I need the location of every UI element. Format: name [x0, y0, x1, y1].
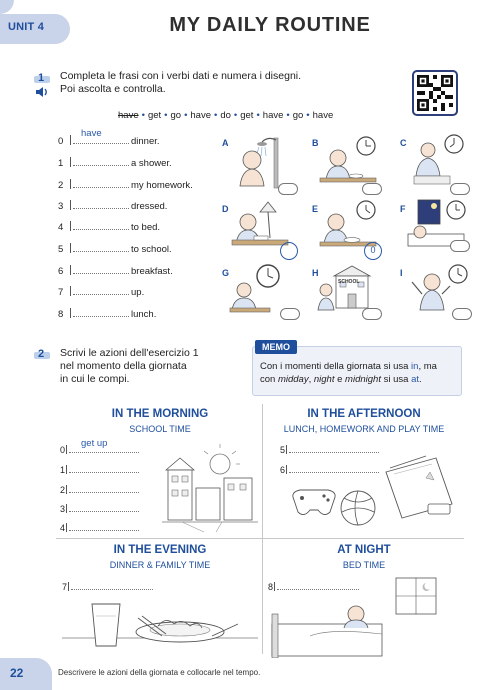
- answer-field[interactable]: [73, 199, 129, 209]
- word-bank-item: have: [262, 110, 284, 121]
- answer-field[interactable]: [73, 285, 129, 295]
- section-subtitle-afternoon: LUNCH, HOMEWORK AND PLAY TIME: [283, 424, 445, 434]
- sentence-text: lunch.: [131, 309, 157, 320]
- memo-tag: MEMO: [255, 340, 297, 354]
- picture-answer-circle[interactable]: [280, 242, 298, 260]
- sentence-text: to school.: [131, 244, 172, 255]
- memo-text-part: con: [260, 374, 278, 385]
- shower-illustration: [228, 134, 292, 190]
- sentence-text: a shower.: [131, 158, 172, 169]
- memo-text-part: Con i momenti della giornata si usa: [260, 361, 412, 372]
- morning-line: [60, 522, 139, 533]
- sentence-row: [58, 220, 160, 234]
- footer-objective: Descrivere le azioni della giornata e collocarle nel tempo.: [58, 668, 261, 677]
- word-bank-item: have: [190, 110, 211, 121]
- page-number: 22: [10, 666, 24, 680]
- sentence-text: to bed.: [131, 222, 161, 233]
- word-bank-item: go: [170, 110, 182, 121]
- sentence-row: [58, 307, 156, 321]
- bedroom-illustration: [270, 574, 462, 658]
- page-title: MY DAILY ROUTINE: [169, 14, 371, 36]
- section-title-night: AT NIGHT: [337, 544, 391, 556]
- morning-line: [60, 438, 139, 455]
- exercise-2-instruction-line3: in cui le compi.: [60, 373, 130, 385]
- sentence-row: [58, 242, 172, 256]
- line-number: 6: [280, 465, 286, 475]
- breakfast-illustration: [316, 134, 380, 190]
- exercise-1-instruction-line1: Completa le frasi con i verbi dati e numera i disegni.: [60, 70, 302, 82]
- answer-text: have: [81, 128, 102, 139]
- sentence-number: 4: [58, 222, 64, 233]
- sentence-row: [58, 178, 193, 192]
- memo-keyword: midday: [277, 374, 309, 385]
- exercise-2-instruction-line2: nel momento della giornata: [60, 360, 187, 372]
- word-bank-item: have: [118, 110, 139, 121]
- picture-answer-oval[interactable]: [450, 183, 470, 195]
- line-number: 3: [60, 504, 66, 514]
- answer-field[interactable]: [69, 484, 139, 493]
- exercise-2-number: 2: [38, 348, 45, 360]
- picture-label: B: [312, 138, 319, 148]
- answer-field[interactable]: [69, 503, 139, 512]
- answer-field[interactable]: [69, 438, 139, 453]
- memo-text-part: .: [419, 374, 422, 385]
- memo-keyword: night: [313, 374, 335, 385]
- picture-label: E: [312, 204, 319, 214]
- town-illustration: [162, 440, 258, 534]
- answer-field[interactable]: [71, 581, 153, 590]
- sentence-number: 8: [58, 309, 64, 320]
- line-number: 7: [62, 582, 68, 592]
- dinner-table-illustration: [62, 596, 258, 656]
- picture-answer-circle[interactable]: 0: [364, 242, 382, 260]
- line-number: 5: [280, 445, 286, 455]
- sentence-row: [58, 128, 160, 148]
- sentence-row: [58, 264, 173, 278]
- section-subtitle-morning: SCHOOL TIME: [129, 424, 191, 434]
- answer-field[interactable]: [73, 156, 129, 166]
- picture-answer-oval[interactable]: [362, 183, 382, 195]
- word-bank-item: get: [240, 110, 254, 121]
- sentence-number: 1: [58, 158, 64, 169]
- picture-label: F: [400, 204, 406, 214]
- section-subtitle-evening: DINNER & FAMILY TIME: [109, 560, 211, 570]
- footer-tab: [0, 658, 52, 690]
- sentence-number: 6: [58, 266, 64, 277]
- sentence-number: 3: [58, 201, 64, 212]
- morning-line: [60, 503, 139, 514]
- word-bank-item: have: [312, 110, 334, 121]
- sentence-row: [58, 199, 167, 213]
- sentence-number: 7: [58, 287, 64, 298]
- answer-field[interactable]: [73, 307, 129, 317]
- section-title-afternoon: IN THE AFTERNOON: [307, 408, 421, 420]
- memo-keyword: at: [411, 374, 420, 385]
- line-number: 1: [60, 465, 66, 475]
- exercise-1-instruction-line2: Poi ascolta e controlla.: [60, 83, 166, 95]
- memo-keyword: midnight: [345, 374, 381, 385]
- morning-line: [60, 484, 139, 495]
- line-number: 4: [60, 523, 66, 533]
- memo-text: [260, 360, 458, 386]
- sentence-text: dressed.: [131, 201, 168, 212]
- memo-text-part: , ma: [418, 361, 437, 372]
- picture-answer-oval[interactable]: [278, 183, 298, 195]
- word-bank: have • get • go • have • do • get • have • go • have: [118, 110, 334, 121]
- answer-field[interactable]: [69, 464, 139, 473]
- exercise-2-instruction-line1: Scrivi le azioni dell'esercizio 1: [60, 347, 199, 359]
- qr-code-icon: [417, 75, 453, 111]
- picture-answer-oval[interactable]: [450, 240, 470, 252]
- evening-line: [62, 581, 153, 592]
- section-divider-vertical: [262, 404, 263, 654]
- answer-field[interactable]: [73, 178, 129, 188]
- sentence-row: [58, 156, 172, 170]
- picture-label: G: [222, 268, 230, 278]
- unit-label: UNIT 4: [8, 21, 45, 33]
- answer-field[interactable]: [73, 128, 129, 144]
- sentence-number: 2: [58, 180, 64, 191]
- section-title-morning: IN THE MORNING: [111, 408, 209, 420]
- answer-field[interactable]: [69, 522, 139, 531]
- sentence-row: [58, 285, 144, 299]
- answer-text: get up: [81, 438, 108, 449]
- speaker-icon[interactable]: [35, 86, 49, 98]
- sentence-text: dinner.: [131, 136, 160, 147]
- picture-answer-oval[interactable]: [362, 308, 382, 320]
- morning-line: [60, 464, 139, 475]
- sentence-text: up.: [131, 287, 145, 298]
- memo-text-part: e: [334, 374, 346, 385]
- memo-text-part: ,: [308, 374, 314, 385]
- section-title-evening: IN THE EVENING: [113, 544, 207, 556]
- sentence-number: 5: [58, 244, 64, 255]
- sentence-number: 0: [58, 136, 64, 147]
- exercise-1-number: 1: [38, 72, 45, 84]
- sentence-text: breakfast.: [131, 266, 173, 277]
- answer-field[interactable]: [73, 264, 129, 274]
- section-divider-horizontal: [56, 538, 464, 539]
- picture-answer-oval[interactable]: [452, 308, 472, 320]
- line-number: 0: [60, 445, 66, 455]
- word-bank-item: get: [147, 110, 162, 121]
- line-number: 2: [60, 485, 66, 495]
- sentence-text: my homework.: [131, 180, 193, 191]
- picture-label: D: [222, 204, 229, 214]
- answer-field[interactable]: [73, 242, 129, 252]
- line-number: 8: [268, 582, 274, 592]
- answer-field[interactable]: [73, 220, 129, 230]
- picture-label: C: [400, 138, 407, 148]
- header-corner: [0, 0, 14, 14]
- getting-dressed-illustration: [404, 132, 468, 190]
- memo-keyword: in: [411, 361, 419, 372]
- section-subtitle-night: BED TIME: [342, 560, 386, 570]
- picture-label: A: [222, 138, 229, 148]
- qr-code[interactable]: [412, 70, 458, 116]
- afternoon-illustration: [286, 452, 462, 534]
- picture-label: H: [312, 268, 319, 278]
- word-bank-item: go: [292, 110, 304, 121]
- picture-answer-oval[interactable]: [280, 308, 300, 320]
- memo-text-part: si usa: [380, 374, 412, 385]
- school-sign: SCHOOL: [338, 279, 360, 285]
- word-bank-item: do: [220, 110, 231, 121]
- picture-label: I: [400, 268, 403, 278]
